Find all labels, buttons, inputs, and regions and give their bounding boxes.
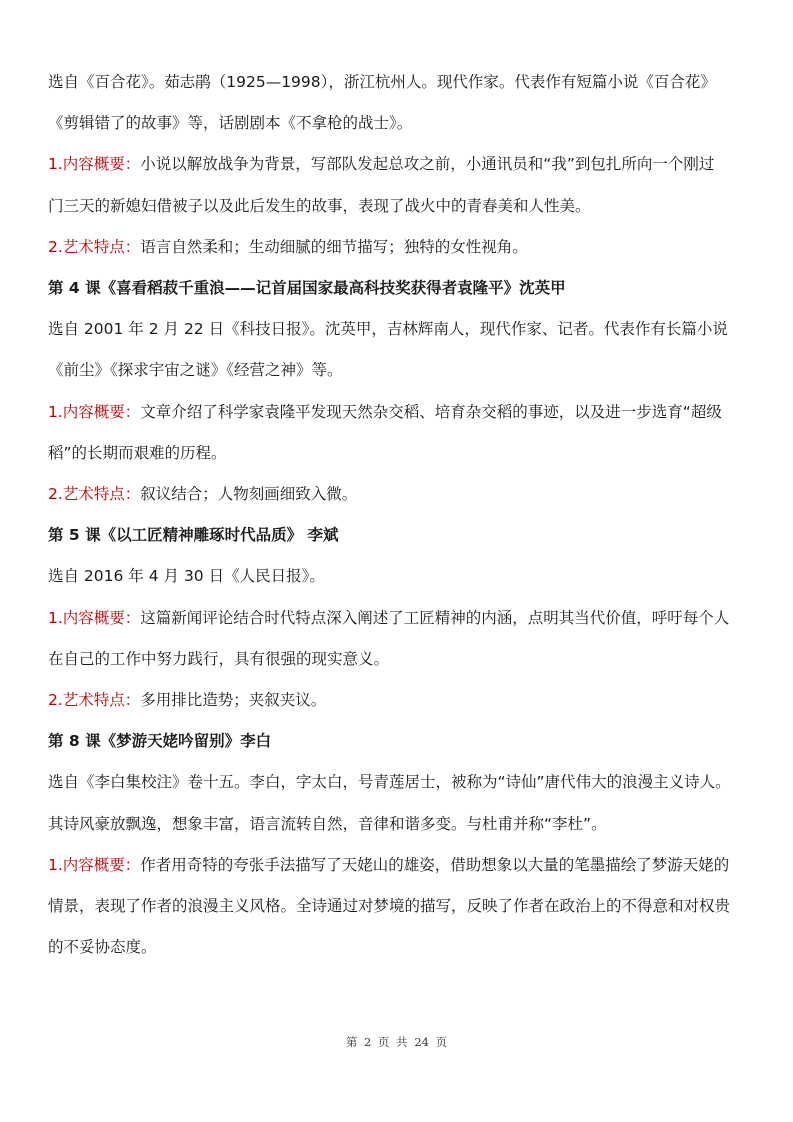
summary-line (48, 598, 748, 639)
summary-label: 1.内容概要： (48, 855, 141, 874)
features-line (48, 227, 748, 268)
lesson-heading: 第 8 课《梦游天姥吟留别》李白 (48, 732, 272, 751)
line-10: 稻”的长期而艰难的历程。 (48, 443, 227, 462)
summary-label: 1.内容概要： (48, 402, 141, 421)
summary-label: 1.内容概要： (48, 155, 141, 174)
summary-line (48, 144, 748, 185)
lesson-heading: 第 4 课《喜看稻菽千重浪——记首届国家最高科技奖获得者袁隆平》沈英甲 (48, 279, 566, 298)
features-label: 2.艺术特点： (48, 691, 141, 710)
summary-text: 小说以解放战争为背景，写部队发起总攻之前，小通讯员和“我”到包扎所向一个刚过 (140, 155, 715, 174)
line-21: 情景，表现了作者的浪漫主义风格。全诗通过对梦境的描写，反映了作者在政治上的不得意和对权贵 (48, 897, 731, 916)
line-22: 的不妥协态度。 (48, 938, 157, 957)
summary-line (48, 845, 748, 886)
features-text: 多用排比造势；夹叙夹议。 (140, 691, 327, 710)
line-15: 在自己的工作中努力践行，具有很强的现实意义。 (48, 649, 390, 668)
line-7: 选自 2001 年 2 月 22 日《科技日报》。沈英甲，吉林辉南人，现代作家、记者。代表作有长篇小说 (48, 320, 728, 339)
summary-label: 1.内容概要： (48, 608, 141, 627)
summary-text: 文章介绍了科学家袁隆平发现天然杂交稻、培育杂交稻的事迹，以及进一步选育“超级 (140, 402, 722, 421)
lesson-heading: 第 5 课《以工匠精神雕琢时代品质》 李斌 (48, 526, 339, 545)
features-line (48, 474, 748, 515)
features-text: 叙议结合；人物刻画细致入微。 (140, 485, 358, 504)
document-body (48, 62, 748, 968)
line-13: 选自 2016 年 4 月 30 日《人民日报》。 (48, 567, 325, 586)
page-footer: 第 2 页 共 24 页 (345, 1035, 448, 1049)
features-text: 语言自然柔和；生动细腻的细节描写；独特的女性视角。 (140, 237, 528, 256)
features-label: 2.艺术特点： (48, 237, 141, 256)
line-19: 其诗风豪放飘逸，想象丰富，语言流转自然，音律和谐多变。与杜甫并称“李杜”。 (48, 814, 607, 833)
line-1: 选自《百合花》。茹志鹃（1925—1998），浙江杭州人。现代作家。代表作有短篇小说《百合花》 (48, 73, 716, 91)
line-8: 《前尘》《探求宇宙之谜》《经营之神》等。 (48, 361, 343, 380)
line-2: 《剪辑错了的故事》等，话剧剧本《不拿枪的战士》。 (48, 114, 413, 133)
summary-text: 这篇新闻评论结合时代特点深入阐述了工匠精神的内涵，点明其当代价值，呼吁每个人 (140, 608, 730, 627)
summary-line (48, 392, 748, 433)
features-line (48, 680, 748, 721)
summary-text: 作者用奇特的夸张手法描写了天姥山的雄姿，借助想象以大量的笔墨描绘了梦游天姥的 (140, 855, 730, 874)
line-4: 门三天的新媳妇借被子以及此后发生的故事，表现了战火中的青春美和人性美。 (48, 196, 591, 215)
features-label: 2.艺术特点： (48, 485, 141, 504)
line-18: 选自《李白集校注》卷十五。李白，字太白，号青莲居士，被称为“诗仙”唐代伟大的浪漫主义诗人。 (48, 773, 731, 792)
